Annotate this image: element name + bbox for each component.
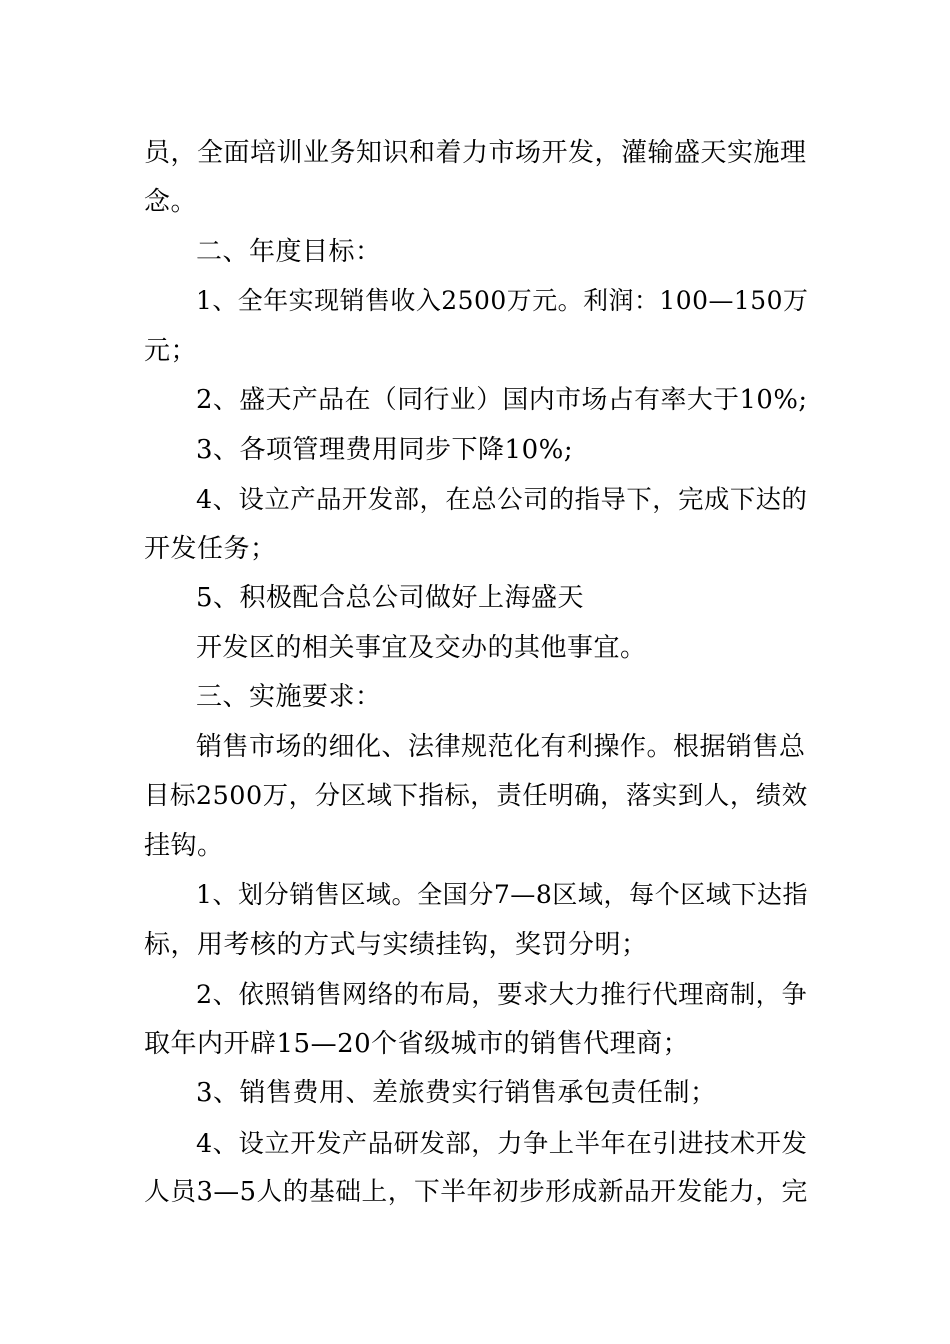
text-line: 开发区的相关事宜及交办的其他事宜。 (196, 633, 647, 663)
text-line: 3、销售费用、差旅费实行销售承包责任制； (196, 1078, 717, 1108)
text-line: 5、积极配合总公司做好上海盛天 (196, 583, 585, 613)
text-line: 取年内开辟15—20个省级城市的销售代理商； (144, 1029, 690, 1059)
text-line: 元； (144, 336, 198, 366)
text-line: 1、划分销售区域。全国分7—8区域，每个区域下达指 (196, 880, 809, 909)
text-line: 销售市场的细化、法律规范化有利操作。根据销售总 (196, 732, 806, 762)
text-line: 4、设立产品开发部，在总公司的指导下，完成下达的 (196, 484, 808, 514)
text-line: 1、全年实现销售收入2500万元。利润：100—150万 (196, 286, 809, 315)
text-line: 开发任务； (144, 534, 277, 564)
text-line: 2、依照销售网络的布局，要求大力推行代理商制，争 (196, 979, 808, 1009)
text-line: 挂钩。 (144, 831, 224, 861)
text-line: 目标2500万，分区域下指标，责任明确，落实到人，绩效 (144, 781, 808, 811)
text-line: 3、各项管理费用同步下降10%; (196, 435, 574, 465)
text-line: 念。 (144, 187, 198, 217)
text-line: 人员3—5人的基础上，下半年初步形成新品开发能力，完 (144, 1177, 808, 1207)
text-line: 标，用考核的方式与实绩挂钩，奖罚分明； (144, 930, 648, 960)
text-line: 2、盛天产品在（同行业）国内市场占有率大于10%; (196, 385, 808, 415)
text-line: 4、设立开发产品研发部，力争上半年在引进技术开发 (196, 1128, 808, 1158)
section-heading: 二、年度目标： (196, 237, 382, 267)
text-line: 员，全面培训业务知识和着力市场开发，灌输盛天实施理 (144, 138, 807, 168)
section-heading: 三、实施要求： (196, 682, 382, 712)
